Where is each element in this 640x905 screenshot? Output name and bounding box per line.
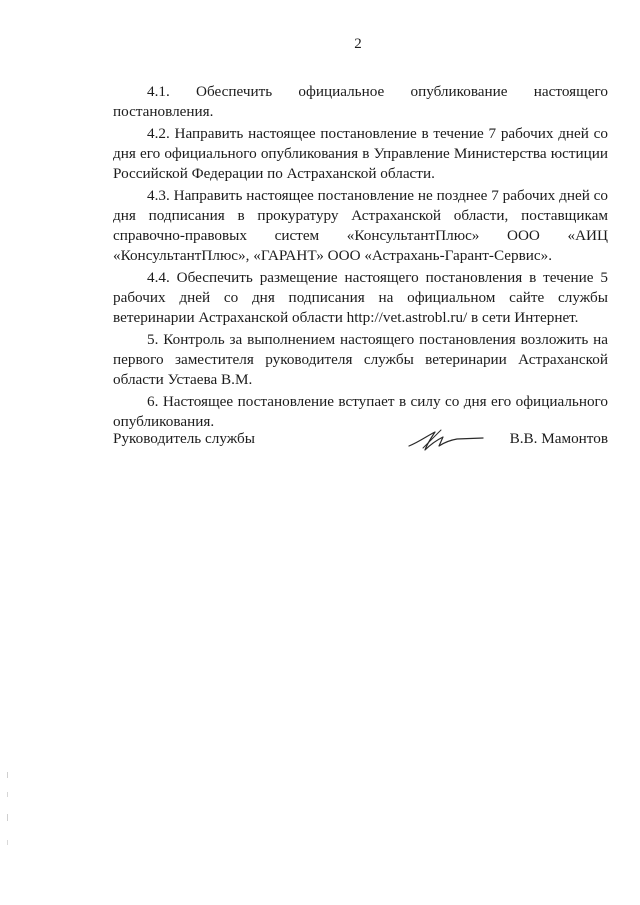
handwritten-signature [405,424,485,454]
clause-5: 5. Контроль за выполнением настоящего постановления возложить на первого заместителя руководителя службы ветеринарии Астраханской области Устаева В.М. [113,331,608,388]
signature-block [113,424,608,454]
signatory-name: В.В. Мамонтов [509,430,608,447]
clause-4-2: 4.2. Направить настоящее постановление в течение 7 рабочих дней со дня его официального опубликования в Управление Министерства юстиции Российской Федерации по Астраханской области. [113,125,608,182]
page-number: 2 [354,36,362,52]
document-body [113,82,608,434]
signatory-title: Руководитель службы [113,430,255,447]
clause-4-4: 4.4. Обеспечить размещение настоящего постановления в течение 5 рабочих дней со дня подписания на официальном сайте службы ветеринарии Астраханской области http://vet.astrobl.ru/ в сети Интернет. [113,269,608,326]
scan-margin-specks [6,770,10,860]
clause-4-1: 4.1. Обеспечить официальное опубликование настоящего постановления. [113,83,608,120]
clause-4-3: 4.3. Направить настоящее постановление не позднее 7 рабочих дней со дня подписания в прокуратуру Астраханской области, поставщикам справочно-правовых систем «КонсультантПлюс» ООО «АИЦ «КонсультантПлюс», «ГАРАНТ» ООО «Астрахань-Гарант-Сервис». [113,187,608,264]
clause-6: 6. Настоящее постановление вступает в силу со дня его официального опубликования. [113,393,608,430]
